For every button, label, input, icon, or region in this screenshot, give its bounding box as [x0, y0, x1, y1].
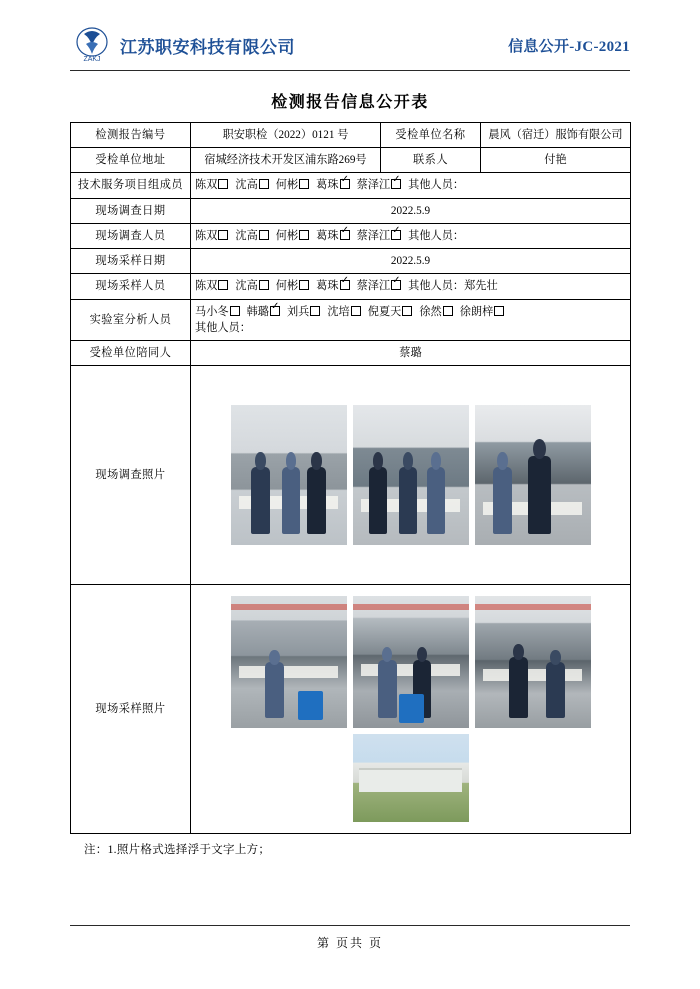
sampling-photo-cell — [191, 585, 631, 834]
checkbox-label: 马小冬 — [195, 305, 229, 318]
report-no-value: 职安职检（2022）0121 号 — [191, 123, 381, 148]
sampling-staff-checkbox-group[interactable] — [195, 280, 498, 292]
checkbox-team-members-4[interactable] — [357, 177, 402, 193]
survey-date-label: 现场调查日期 — [71, 198, 191, 223]
checkbox-empty-icon[interactable] — [218, 230, 228, 240]
checkbox-label: 何彬 — [275, 280, 299, 293]
survey-staff-checkbox-group[interactable] — [195, 230, 464, 242]
lab-staff-value — [191, 299, 631, 340]
checkbox-empty-icon[interactable] — [218, 280, 228, 290]
table-row — [71, 299, 631, 340]
checkbox-empty-icon[interactable] — [299, 179, 309, 189]
checkbox-sampling-staff-1[interactable] — [235, 278, 268, 294]
table-row — [71, 173, 631, 198]
table-row — [71, 585, 631, 834]
client-address-value: 宿城经济技术开发区浦东路269号 — [191, 148, 381, 173]
checkbox-checked-icon[interactable] — [391, 230, 401, 240]
client-name-value: 晨风（宿迁）服饰有限公司 — [481, 123, 631, 148]
checkbox-lab-staff-6[interactable] — [460, 304, 505, 320]
table-note: 注：1.照片格式选择浮于文字上方； — [84, 844, 271, 857]
sampling-photo-1 — [231, 596, 347, 728]
checkbox-sampling-staff-0[interactable] — [195, 278, 228, 294]
survey-photo-2 — [353, 405, 469, 545]
table-row — [71, 274, 631, 299]
survey-staff-label: 现场调查人员 — [71, 223, 191, 248]
sampling-staff-value — [191, 274, 631, 299]
checkbox-survey-staff-2[interactable] — [276, 228, 309, 244]
checkbox-label: 陈双 — [195, 229, 218, 242]
other-staff-text: 其他人员： — [408, 229, 465, 242]
svg-text:ZAKJ: ZAKJ — [83, 56, 101, 63]
table-row — [71, 123, 631, 148]
checkbox-empty-icon[interactable] — [259, 230, 269, 240]
checkbox-checked-icon[interactable] — [391, 280, 401, 290]
document-code: 信息公开-JC-2021 — [508, 38, 630, 55]
contact-value: 付艳 — [481, 148, 631, 173]
sampling-photo-3 — [475, 596, 591, 728]
checkbox-label: 何彬 — [275, 229, 299, 242]
survey-photo-row — [195, 405, 626, 545]
checkbox-survey-staff-1[interactable] — [235, 228, 268, 244]
checkbox-lab-staff-2[interactable] — [287, 304, 320, 320]
team-members-value — [191, 173, 631, 198]
page-title: 检测报告信息公开表 — [271, 94, 429, 111]
checkbox-team-members-3[interactable] — [316, 177, 349, 193]
checkbox-label: 韩璐 — [246, 305, 269, 318]
checkbox-label: 倪夏天 — [367, 305, 402, 318]
checkbox-empty-icon[interactable] — [299, 280, 309, 290]
checkbox-empty-icon[interactable] — [351, 306, 361, 316]
checkbox-empty-icon[interactable] — [310, 306, 320, 316]
checkbox-sampling-staff-4[interactable] — [357, 278, 402, 294]
checkbox-label: 徐朗梓 — [459, 305, 494, 318]
table-row — [71, 341, 631, 366]
checkbox-checked-icon[interactable] — [270, 306, 280, 316]
checkbox-checked-icon[interactable] — [340, 179, 350, 189]
company-name: 江苏职安科技有限公司 — [120, 37, 295, 57]
sampling-date-label: 现场采样日期 — [71, 249, 191, 274]
checkbox-empty-icon[interactable] — [299, 230, 309, 240]
other-staff-text: 其他人员： — [408, 179, 465, 192]
client-address-label: 受检单位地址 — [71, 148, 191, 173]
checkbox-sampling-staff-3[interactable] — [316, 278, 349, 294]
checkbox-team-members-0[interactable] — [195, 177, 228, 193]
checkbox-label: 葛珠 — [316, 280, 339, 293]
page-content — [70, 26, 630, 857]
lab-staff-other: 其他人员： — [195, 321, 251, 334]
sampling-photo-4 — [353, 734, 469, 822]
survey-photo-1 — [231, 405, 347, 545]
checkbox-empty-icon[interactable] — [402, 306, 412, 316]
report-info-table — [70, 122, 631, 834]
checkbox-checked-icon[interactable] — [340, 230, 350, 240]
checkbox-label: 沈高 — [235, 280, 258, 293]
survey-staff-value — [191, 223, 631, 248]
sampling-photo-row-2 — [195, 734, 626, 822]
client-name-label: 受检单位名称 — [381, 123, 481, 148]
team-members-checkbox-group[interactable] — [195, 179, 464, 191]
checkbox-label: 何彬 — [275, 179, 299, 192]
checkbox-label: 刘兵 — [286, 305, 310, 318]
other-staff-text: 其他人员：郑先壮 — [408, 280, 498, 293]
checkbox-lab-staff-1[interactable] — [247, 304, 280, 320]
sampling-photo-2 — [353, 596, 469, 728]
checkbox-team-members-1[interactable] — [235, 177, 268, 193]
checkbox-empty-icon[interactable] — [218, 179, 228, 189]
lab-staff-checkbox-group[interactable] — [195, 304, 626, 320]
sampling-photo-label: 现场采样照片 — [71, 585, 191, 834]
survey-photo-cell — [191, 366, 631, 585]
checkbox-lab-staff-3[interactable] — [327, 304, 360, 320]
checkbox-label: 沈培 — [327, 305, 350, 318]
checkbox-sampling-staff-2[interactable] — [276, 278, 309, 294]
brand-block — [70, 26, 295, 64]
checkbox-label: 蔡泽江 — [356, 229, 391, 242]
checkbox-checked-icon[interactable] — [391, 179, 401, 189]
sampling-date-value: 2022.5.9 — [191, 249, 631, 274]
checkbox-empty-icon[interactable] — [259, 179, 269, 189]
checkbox-label: 蔡泽江 — [356, 280, 391, 293]
checkbox-survey-staff-0[interactable] — [195, 228, 228, 244]
checkbox-label: 徐然 — [419, 305, 442, 318]
survey-photo-3 — [475, 405, 591, 545]
table-row — [71, 249, 631, 274]
checkbox-label: 蔡泽江 — [356, 179, 391, 192]
checkbox-survey-staff-3[interactable] — [316, 228, 349, 244]
checkbox-survey-staff-4[interactable] — [357, 228, 402, 244]
checkbox-label: 沈高 — [235, 229, 258, 242]
checkbox-lab-staff-5[interactable] — [419, 304, 452, 320]
document-header — [70, 26, 630, 71]
checkbox-label: 陈双 — [195, 179, 218, 192]
checkbox-team-members-2[interactable] — [276, 177, 309, 193]
accompany-value: 蔡璐 — [191, 341, 631, 366]
team-members-label: 技术服务项目组成员 — [71, 173, 191, 198]
sampling-staff-label: 现场采样人员 — [71, 274, 191, 299]
company-logo-icon — [70, 26, 114, 64]
checkbox-checked-icon[interactable] — [340, 280, 350, 290]
checkbox-empty-icon[interactable] — [230, 306, 240, 316]
checkbox-empty-icon[interactable] — [494, 306, 504, 316]
table-row — [71, 223, 631, 248]
checkbox-label: 葛珠 — [316, 179, 339, 192]
survey-date-value: 2022.5.9 — [191, 198, 631, 223]
contact-label: 联系人 — [381, 148, 481, 173]
checkbox-label: 葛珠 — [316, 229, 339, 242]
page-footer — [70, 925, 630, 951]
checkbox-empty-icon[interactable] — [259, 280, 269, 290]
table-row — [71, 148, 631, 173]
checkbox-lab-staff-4[interactable] — [368, 304, 413, 320]
checkbox-empty-icon[interactable] — [443, 306, 453, 316]
survey-photo-label: 现场调查照片 — [71, 366, 191, 585]
table-row — [71, 366, 631, 585]
lab-staff-label: 实验室分析人员 — [71, 299, 191, 340]
sampling-photo-row-1 — [195, 596, 626, 728]
report-no-label: 检测报告编号 — [71, 123, 191, 148]
checkbox-label: 沈高 — [235, 179, 258, 192]
accompany-label: 受检单位陪同人 — [71, 341, 191, 366]
checkbox-label: 陈双 — [195, 280, 218, 293]
checkbox-lab-staff-0[interactable] — [195, 304, 240, 320]
table-row — [71, 198, 631, 223]
footer-divider — [70, 925, 630, 926]
page-number: 第 页共 页 — [316, 936, 383, 950]
